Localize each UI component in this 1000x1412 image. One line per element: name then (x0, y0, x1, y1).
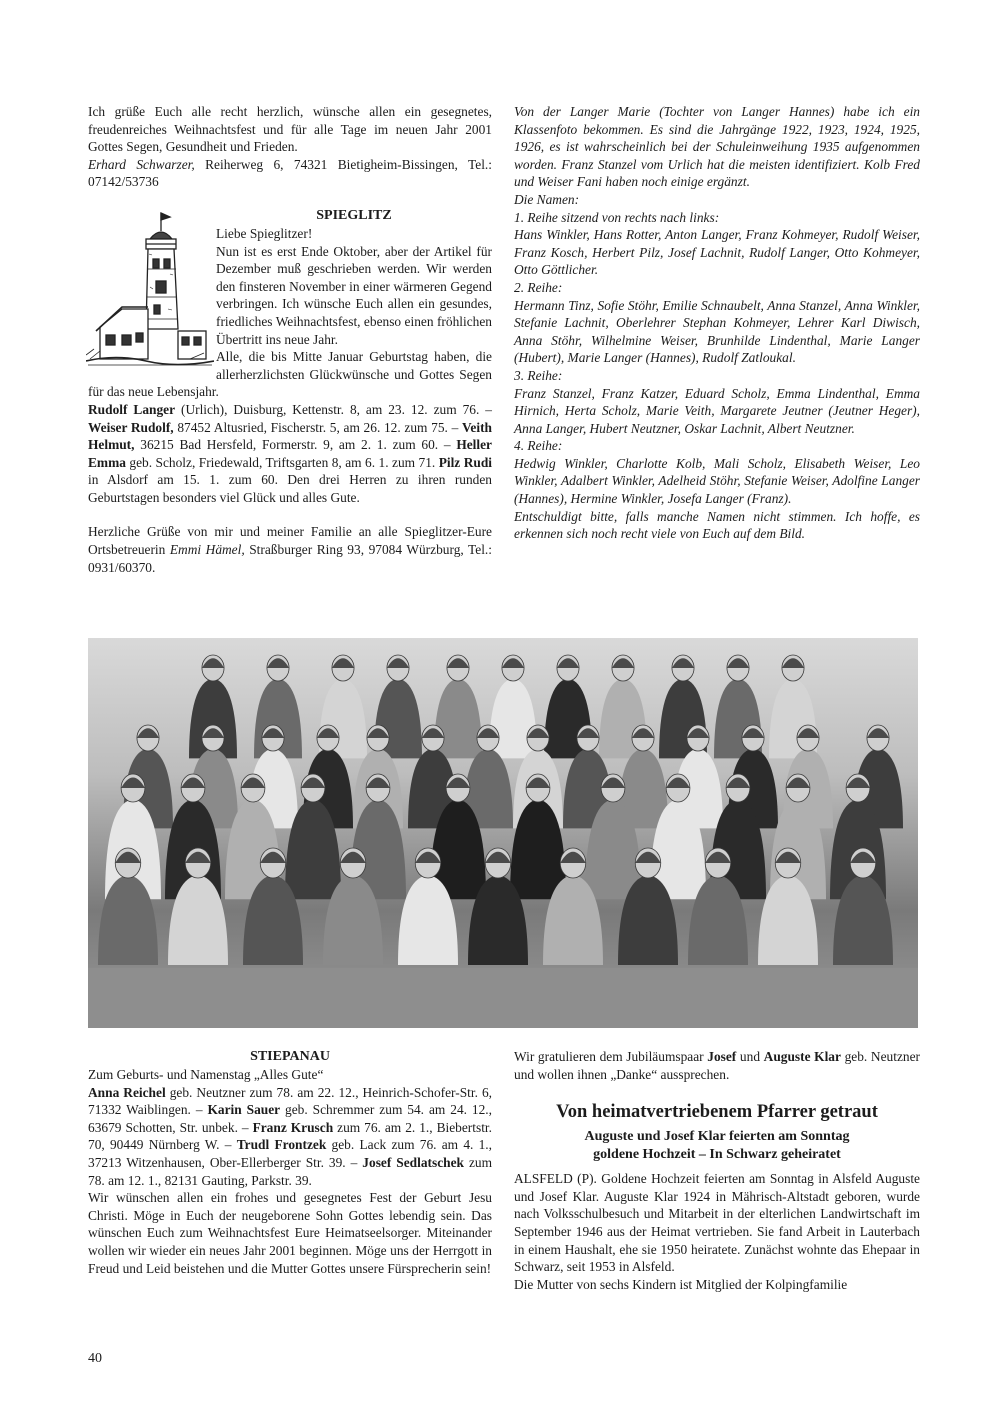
congrats-name-josef: Josef (707, 1049, 737, 1064)
stiepanau-birthdays (88, 1084, 492, 1190)
birthday-details: geb. Scholz, Friedewald, Triftsgarten 8, am 6. 1. zum 71. (125, 454, 439, 470)
signature-name: Erhard Schwarzer, (88, 156, 195, 172)
congrats-name-auguste: Auguste Klar (763, 1049, 841, 1064)
lookout-tower-illustration (86, 209, 214, 367)
left-top-column (88, 103, 492, 576)
closing-name: Emmi Hämel, (169, 542, 245, 558)
right-bottom-column (514, 1048, 920, 1293)
spieglitz-birthdays (88, 401, 492, 507)
birthday-details: geb. Neutzner zum 78. am 22. 12., Heinrich-Schofer-Str. 6, 71332 Waiblingen. – (88, 1084, 492, 1118)
row-2-names: Hermann Tinz, Sofie Stöhr, Emilie Schnaubelt, Anna Stanzel, Anna Winkler, Stefanie Lachnit, Oberlehrer Stephan Kohmeyer, Lehrer Karl Diwisch, Anna Stöhr, Wilhelmine Weiser, Brunhilde Lindenthal, Marie Langer (Hubert), Marie Langer (Hannes), Rudolf Zatloukal. (514, 297, 920, 366)
names-label: Die Namen: (514, 191, 580, 207)
birthday-details: 36215 Bad Hersfeld, Formerstr. 9, am 2. 1. zum 60. – (134, 437, 457, 453)
congrats-rest: geb. Neutzner und wollen ihnen „Danke“ aussprechen. (514, 1049, 920, 1082)
photo-ground (88, 968, 918, 1028)
photo-intro: Von der Langer Marie (Tochter von Langer Hannes) habe ich ein Klassenfoto bekommen. Es sind die Jahrgänge 1922, 1923, 1924, 1925, 1926, es ist wahrscheinlich bei der Schuleinweihung 1935 aufgenommen worden. Franz Stanzel vom Urlich hat die meisten identifiziert. Kolb Fred und Weiser Fani haben noch einige ergänzt. (514, 104, 920, 190)
class-photo (88, 638, 918, 1028)
closing-address: Straßburger Ring 93, 97084 Würzburg, Tel.: 0931/60370. (88, 542, 492, 575)
spieglitz-paragraph-2: Alle, die bis Mitte Januar Geburtstag haben, die allerherzlichsten Glückwünsche und Gottes Segen für das neue Lebensjahr. (88, 349, 492, 400)
row-3-names: Franz Stanzel, Franz Katzer, Eduard Scholz, Emma Lindenthal, Emma Hirnich, Herta Scholz, Marie Veith, Margarete Jeutner (Jeutner Heger), Anna Langer, Hubert Neutzner, Oskar Lachnit, Albert Neutzner. (514, 385, 920, 436)
birthday-details: zum 76. am 2. 1., Biebertstr. 70, 90449 Nürnberg W. – (88, 1119, 492, 1153)
signature-line (88, 156, 492, 191)
stiepanau-intro: Zum Geburts- und Namenstag „Alles Gute“ (88, 1067, 324, 1082)
birthday-details: (Urlich), Duisburg, Kettenstr. 8, am 23. 12. zum 76. – (175, 401, 492, 417)
congrats-and: und (736, 1049, 764, 1064)
stiepanau-closing: Wir wünschen allen ein frohes und gesegnetes Fest der Geburt Jesu Christi. Möge in Euch der neugeborene Sohn Gottes lebendig sein. Das wünschen Euch zum Weihnachtsfest Eure Heimatseelsorger. Miteinander wollen wir wieder ein neues Jahr 2001 beginnen. Möge uns der Herrgott in Freud und Leid beistehen und die Mutter Gottes unsere Fürsprecherin sein! (88, 1190, 492, 1276)
birthday-name: Trudl Frontzek (236, 1137, 327, 1153)
stiepanau-title: STIEPANAU (250, 1049, 330, 1064)
row-1-label: 1. Reihe sitzend von rechts nach links: (514, 209, 720, 225)
row-4-label: 4. Reihe: (514, 438, 563, 454)
photo-closing: Entschuldigt bitte, falls manche Namen nicht stimmen. Ich hoffe, es erkennen sich noch recht viele von Euch auf dem Bild. (514, 508, 920, 542)
spieglitz-title: SPIEGLITZ (316, 207, 392, 223)
greeting-paragraph: Ich grüße Euch alle recht herzlich, wünsche allen ein gesegnetes, freudenreiches Weihnachtsfest und für alle Tage im neuen Jahr 2001 Gottes Segen, Gesundheit und Frieden. (88, 104, 492, 155)
spieglitz-paragraph-1: Nun ist es erst Ende Oktober, aber der Artikel für Dezember muß geschrieben werden. Wir werden den finsteren November in einer wärmeren Gegend verbringen. Ich wünsche Euch allen ein gesundes, friedliches Weihnachtsfest, ebenso einen fröhlichen Übertritt ins neue Jahr. (216, 243, 492, 347)
birthday-name: Rudolf Langer (88, 401, 176, 417)
signature-address: Reiherweg 6, 74321 Bietigheim-Bissingen, Tel.: 07142/53736 (88, 156, 492, 190)
spieglitz-salutation: Liebe Spieglitzer! (216, 225, 313, 241)
birthday-name: Veith Helmut, (88, 419, 492, 453)
birthday-name: Franz Krusch (252, 1119, 334, 1135)
row-1-names: Hans Winkler, Hans Rotter, Anton Langer, Franz Kohmeyer, Rudolf Weiser, Franz Kosch, Herbert Pilz, Josef Lachnit, Rudolf Langer, Otto Kohmeyer, Otto Göttlicher. (514, 227, 920, 278)
class-photo-image (88, 638, 918, 1028)
birthday-name: Weiser Rudolf, (88, 419, 174, 435)
stiepanau-column (88, 1048, 492, 1277)
article-subhead-2: goldene Hochzeit – In Schwarz geheiratet (593, 1147, 841, 1163)
congrats-paragraph (514, 1048, 920, 1083)
spieglitz-section (88, 207, 492, 401)
article-headline: Von heimatvertriebenem Pfarrer getraut (556, 1102, 878, 1123)
birthday-name: Anna Reichel (88, 1084, 166, 1100)
birthday-name: Karin Sauer (207, 1102, 281, 1118)
article-body-2: Die Mutter von sechs Kindern ist Mitglied der Kolpingfamilie (514, 1276, 848, 1292)
birthday-details: in Alsdorf am 15. 1. zum 60. Den drei Herren zu ihren runden Geburtstagen besonders viel Glück und alles Gute. (88, 472, 492, 505)
spieglitz-closing (88, 523, 492, 576)
birthday-details: geb. Schremmer zum 54. am 24. 12., 63679 Schotten, Str. unbek. – (88, 1102, 492, 1135)
row-4-names: Hedwig Winkler, Charlotte Kolb, Mali Scholz, Elisabeth Weiser, Leo Winkler, Adalbert Winkler, Adelheid Stöhr, Stefanie Weiser, Adolfine Langer (Hannes), Hermine Winkler, Josefa Langer (Franz). (514, 455, 920, 507)
birthday-details: 87452 Altusried, Fischerstr. 5, am 26. 12. zum 75. – (173, 419, 462, 435)
birthday-name: Pilz Rudi (438, 454, 492, 470)
tower-drawing-icon (86, 209, 214, 367)
row-3-label: 3. Reihe: (514, 367, 563, 383)
row-2-label: 2. Reihe: (514, 279, 563, 295)
birthday-details: geb. Lack zum 76. am 4. 1., 37213 Witzenhausen, Ober-Ellerberger Str. 39. – (88, 1137, 493, 1170)
closing-text: Herzliche Grüße von mir und meiner Familie an alle Spieglitzer-Eure Ortsbetreuerin (88, 524, 492, 558)
congrats-text: Wir gratulieren dem Jubiläumspaar (514, 1049, 708, 1064)
birthday-name: Heller Emma (88, 437, 492, 470)
article-subhead-1: Auguste und Josef Klar feierten am Sonntag (584, 1129, 850, 1145)
page-number: 40 (88, 1351, 102, 1366)
article-body-1: ALSFELD (P). Goldene Hochzeit feierten am Sonntag in Alsfeld Auguste und Josef Klar. Auguste Klar 1924 in Mährisch-Altstadt geboren, wurde nach Volksschulbesuch und Mitarbeit in der elterlichen Landwirtschaft im September 1946 aus der Heimat vertrieben. Sie fand Arbeit in Lauterbach in einem Haushalt, ehe sie 1950 heiratete. Zunächst wohnte das Ehepaar in Schwarz, seit 1953 in Alsfeld. (514, 1171, 920, 1275)
birthday-name: Josef Sedlatschek (362, 1154, 464, 1170)
right-top-column (514, 103, 920, 543)
birthday-details: zum 78. am 12. 1., 82131 Gauting, Parkstr. 39. (88, 1154, 493, 1188)
